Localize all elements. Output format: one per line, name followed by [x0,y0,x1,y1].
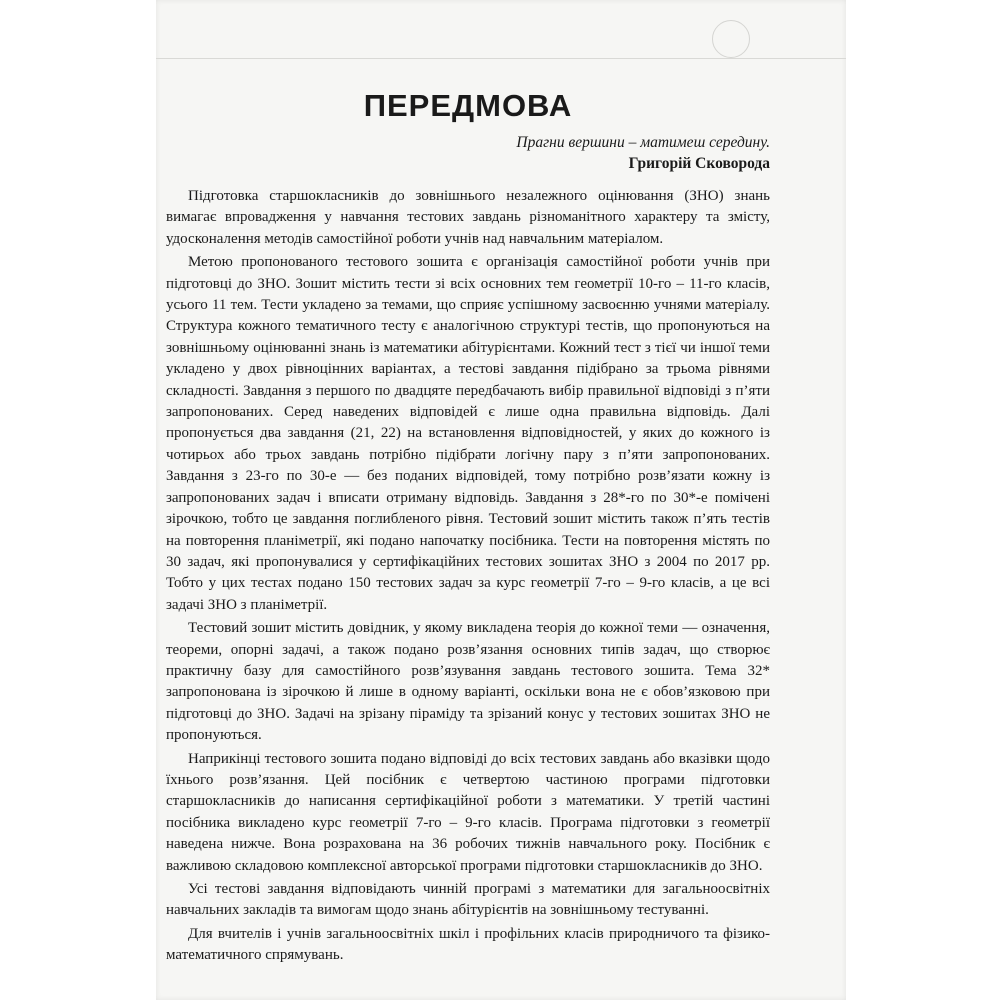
paragraph-5: Усі тестові завдання відповідають чинній програмі з математики для загальноосвітніх навчальних закладів та вимогам щодо знань абітурієнтів на зовнішньому тестуванні. [166,881,770,919]
epigraph-quote: Прагни вершини – матимеш середину. [516,134,770,151]
epigraph-author: Григорій Сковорода [628,155,770,172]
bleed-through-page-circle [712,20,750,58]
paragraph-4: Наприкінці тестового зошита подано відповіді до всіх тестових завдань або вказівки щодо їхнього розв’язання. Цей посібник є четвертою частиною програми підготовки старшокласників до написання сертифікаційної роботи з математики. У третій частині посібника викладено курс геометрії 7-го – 9-го класів. Програма підготовки з геометрії наведена нижче. Вона розрахована на 36 робочих тижнів навчального року. Посібник є важливою складовою комплексної авторської програми підготовки старшокласників до ЗНО. [166,750,770,874]
paragraph-3: Тестовий зошит містить довідник, у якому викладена теорія до кожної теми — означення, теореми, опорні задачі, а також подано розв’язання основних типів задач, що створює практичну базу для самостійного розв’язування завдань тестового зошита. Тема 32* запропонована із зірочкою й лише в одному варіанті, оскільки вона не є обов’язковою при підготовці до ЗНО. Задачі на зрізану піраміду та зрізаний конус у тестових зошитах ЗНО не пропонуються. [166,620,770,744]
page-title: ПЕРЕДМОВА [363,88,573,123]
page-content [166,88,770,969]
paragraph-1: Підготовка старшокласників до зовнішнього незалежного оцінювання (ЗНО) знань вимагає впровадження у навчання тестових завдань різноманітного характеру та змісту, удосконалення методів самостійної роботи учнів над навчальним матеріалом. [166,188,770,247]
paragraph-2: Метою пропонованого тестового зошита є організація самостійної роботи учнів при підготовці до ЗНО. Зошит містить тести зі всіх основних тем геометрії 10-го – 11-го класів, усього 11 тем. Тести укладено за темами, що сприяє успішному засвоєнню учнями матеріалу. Структура кожного тематичного тесту є аналогічною структурі тестів, що пропонуються на зовнішньому оцінюванні знань із математики абітурієнтами. Кожний тест з тієї чи іншої теми укладено у двох рівноцінних варіантах, а тестові завдання підібрано за трьома рівнями складності. Завдання з першого по двадцяте передбачають вибір правильної відповіді з п’яти запропонованих. Серед наведених відповідей є лише одна правильна відповідь. Далі пропонується два завдання (21, 22) на встановлення відповідностей, у яких до кожного із чотирьох або трьох завдань потрібно підібрати логічну пару з п’яти запропонованих. Завдання з 23-го по 30-е — без поданих відповідей, тому потрібно розв’язати кожну із запропонованих задач і вписати отриману відповідь. Завдання з 28*-го по 30*-е помічені зірочкою, тобто це завдання поглибленого рівня. Тестовий зошит містить також п’ять тестів на повторення планіметрії, які подано напочатку посібника. Тести на повторення містять по 30 задач, які пропонувалися у сертифікаційних тестових зошитах ЗНО з 2004 по 2017 рр. Тобто у цих тестах подано 150 тестових задач за курс геометрії 7-го – 9-го класів, а це всі задачі ЗНО з планіметрії. [166,254,770,613]
paragraph-6: Для вчителів і учнів загальноосвітніх шкіл і профільних класів природничого та фізико-математичного спрямувань. [166,925,770,964]
